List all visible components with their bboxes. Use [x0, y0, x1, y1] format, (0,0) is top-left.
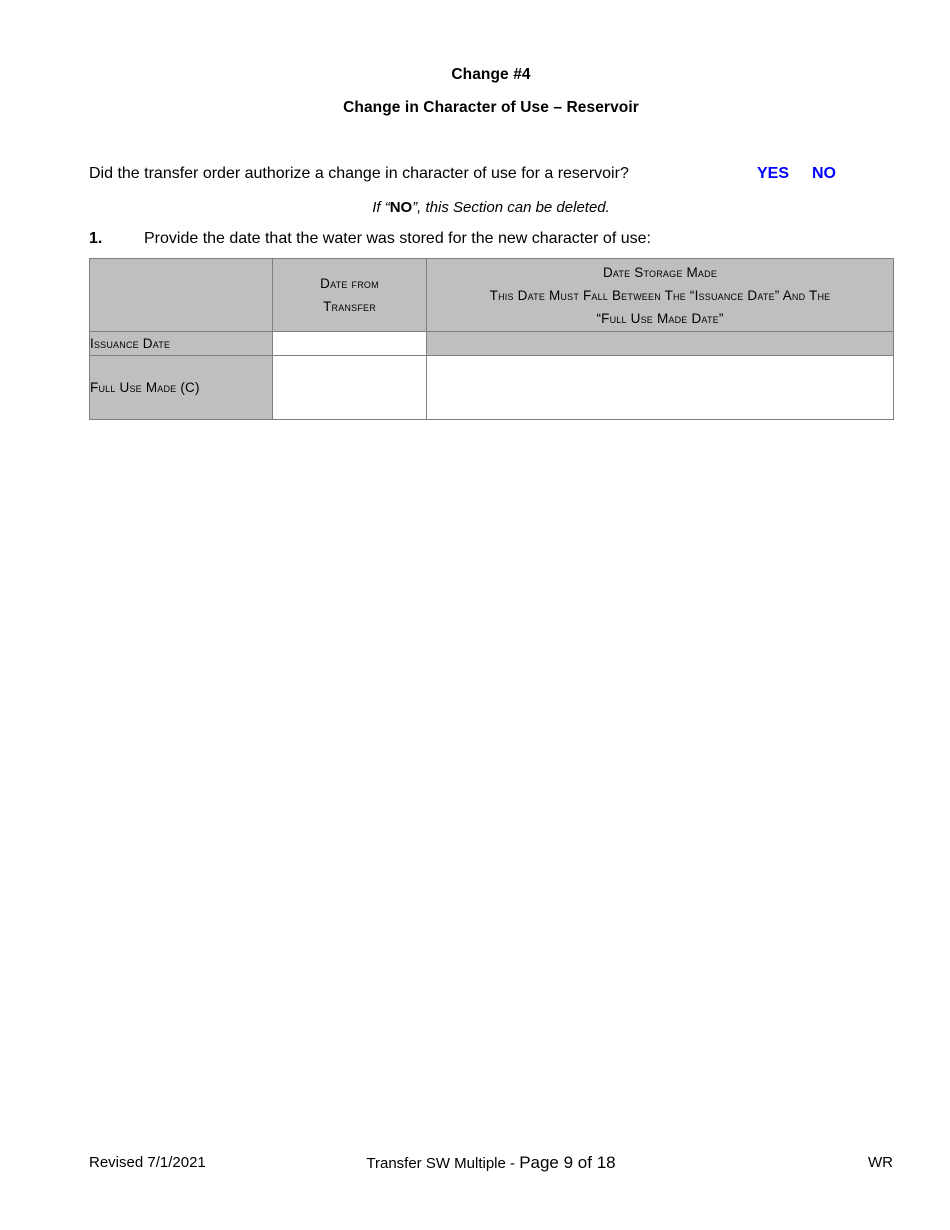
input-full-use-made-date-storage-made[interactable] [427, 356, 894, 420]
input-issuance-date-from-transfer[interactable] [273, 332, 427, 356]
footer-page-number: Page 9 of 18 [519, 1153, 616, 1172]
footer-revision-date: Revised 7/1/2021 [89, 1154, 206, 1171]
page-title: Change #4 [451, 66, 531, 83]
page-subtitle: Change in Character of Use – Reservoir [343, 99, 639, 116]
item-text: Provide the date that the water was stored for the new character of use: [144, 230, 651, 247]
footer-center-text [89, 1152, 893, 1175]
header-date-storage-made-line2: This Date Must Fall Between The “Issuance Date” And The [489, 287, 831, 303]
header-date-storage-made-line3: “Full Use Made Date” [596, 310, 724, 326]
table-header-corner-cell [90, 259, 273, 332]
answer-no-option[interactable]: NO [812, 165, 836, 182]
numbered-item-1 [89, 228, 893, 252]
header-date-from-transfer-line1: Date from [320, 276, 379, 291]
question-row [89, 163, 893, 187]
cell-issuance-date-storage-made [427, 332, 894, 356]
table-header-date-from-transfer [273, 259, 427, 332]
row-label-issuance-date: Issuance Date [90, 332, 273, 356]
page-footer [89, 1152, 893, 1174]
table-header-row [90, 259, 894, 332]
note-emphasis: NO [389, 199, 413, 216]
row-label-full-use-made: Full Use Made (C) [90, 356, 273, 420]
item-number: 1. [89, 230, 103, 247]
input-full-use-made-date-from-transfer[interactable] [273, 356, 427, 420]
table-header-date-storage-made [427, 259, 894, 332]
deletion-note [89, 197, 893, 219]
footer-code: WR [868, 1154, 893, 1171]
answer-yes-option[interactable]: YES [757, 165, 790, 182]
note-suffix: ”, this Section can be deleted. [412, 199, 610, 216]
table-row [90, 356, 894, 420]
storage-dates-table [89, 258, 894, 420]
note-prefix: If “ [372, 199, 390, 216]
footer-form-name: Transfer SW Multiple - [366, 1155, 520, 1172]
table-row [90, 332, 894, 356]
header-date-from-transfer-line2: Transfer [323, 299, 376, 314]
header-date-storage-made-line1: Date Storage Made [602, 264, 718, 280]
question-text: Did the transfer order authorize a change in character of use for a reservoir? [89, 165, 629, 182]
